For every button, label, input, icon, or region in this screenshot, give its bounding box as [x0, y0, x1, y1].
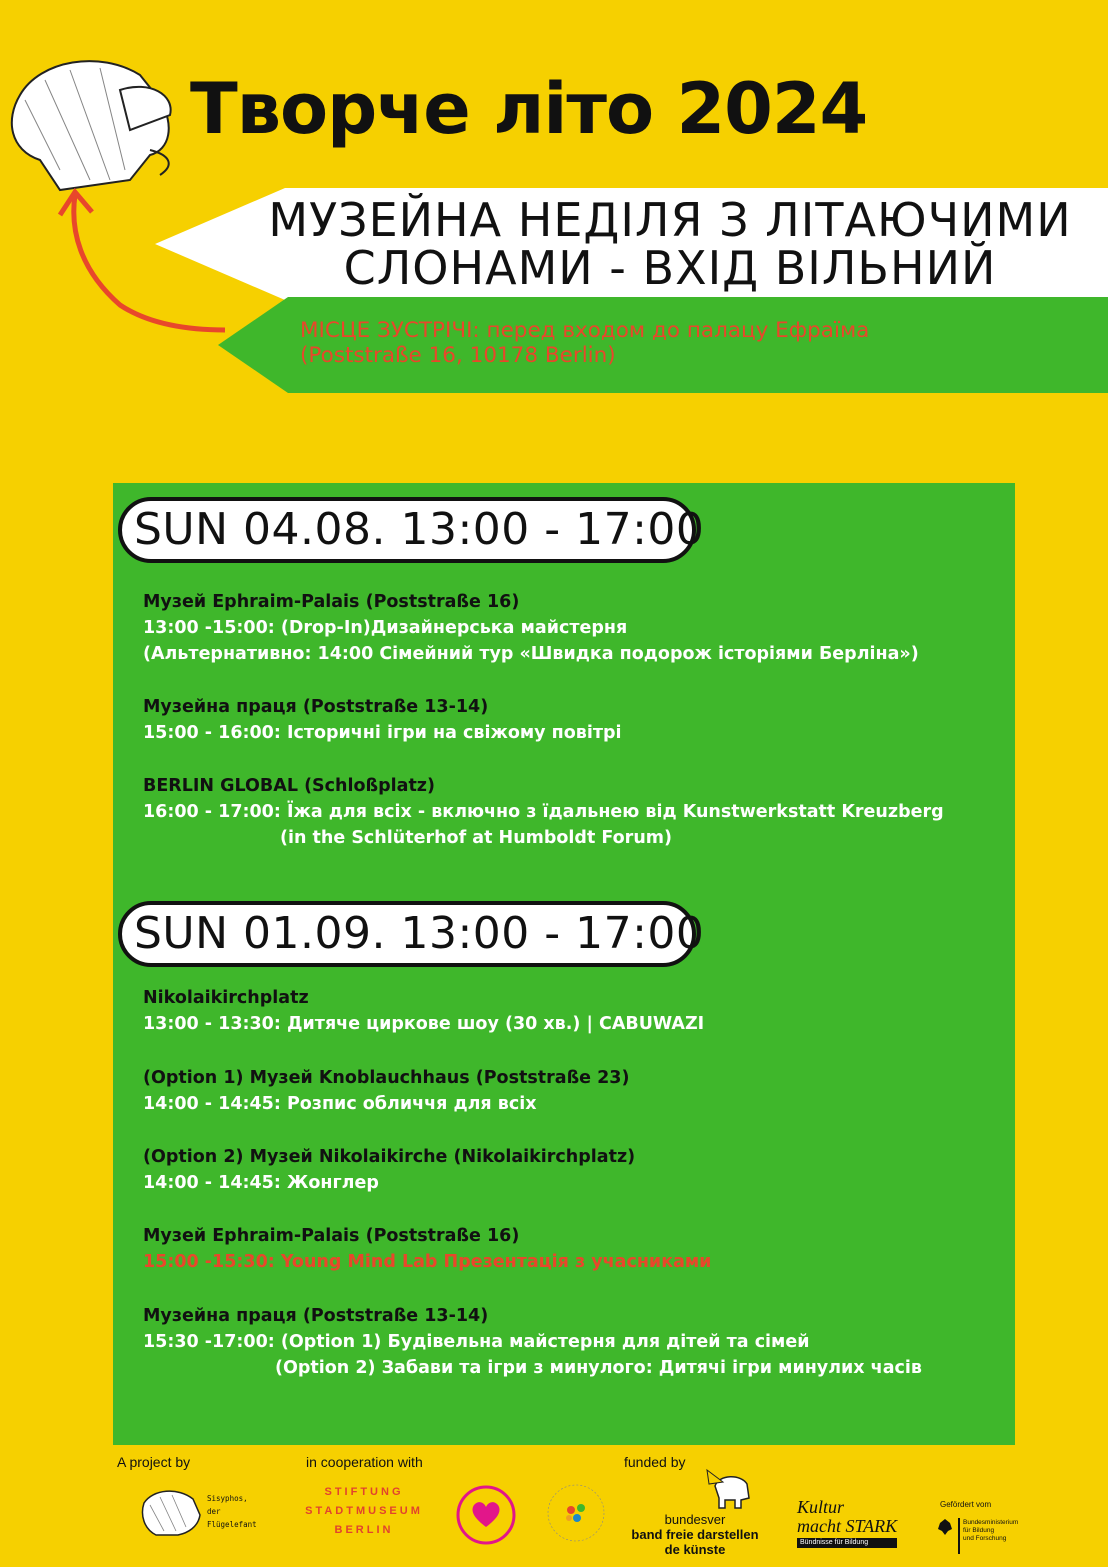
gefoerdert-label: Gefördert vom	[940, 1500, 992, 1509]
bmbf-logo-text	[963, 1519, 1018, 1543]
stiftung-stadtmuseum-logo	[296, 1483, 432, 1540]
pankow-heart-logo	[454, 1483, 518, 1547]
meeting-line-2: (Poststraße 16, 10178 Berlin)	[300, 343, 616, 368]
bundesverband-logo	[630, 1512, 760, 1557]
day1-heading: SUN 04.08. 13:00 - 17:00	[118, 497, 696, 563]
sisyphos-logo-text: Sisyphos, der Flügelefant	[207, 1494, 257, 1529]
bundesverband-line-1: bundesver	[664, 1512, 726, 1527]
day2-time-5: 15:30 -17:00: (Option 1) Будівельна майстерня для дітей та сімей	[143, 1332, 810, 1352]
funded-by-label: funded by	[624, 1454, 686, 1470]
project-by-label: A project by	[117, 1454, 191, 1470]
empowerment-logo	[543, 1480, 609, 1546]
day1-time-2: 15:00 - 16:00: Історичні ігри на свіжому повітрі	[143, 723, 622, 743]
day2-venue-4: Музей Ephraim-Palais (Poststraße 16)	[143, 1226, 520, 1246]
day2-time-1: 13:00 - 13:30: Дитяче циркове шоу (30 хв.) | CABUWAZI	[143, 1014, 705, 1034]
subtitle-line-2: СЛОНАМИ - ВХІД ВІЛЬНИЙ	[343, 241, 997, 295]
stadtmuseum-word: STADTMUSEUM	[305, 1505, 423, 1517]
day1-time-3: 16:00 - 17:00: Їжа для всіх - включно з їдальнею від Kunstwerkstatt Kreuzberg	[143, 802, 944, 822]
page-title: Творче літо 2024	[190, 68, 868, 150]
meeting-point	[300, 318, 869, 368]
bundesverband-line-3: de künste	[664, 1542, 726, 1557]
meeting-line-1: МІСЦЕ ЗУСТРІЧІ: перед входом до палацу Ефраїма	[300, 318, 870, 343]
macht-stark-word: macht STARK	[797, 1516, 898, 1536]
subtitle	[240, 193, 1100, 295]
day2-venue-2: (Option 1) Музей Knoblauchhaus (Poststraße 23)	[143, 1068, 630, 1088]
day2-venue-1: Nikolaikirchplatz	[143, 988, 309, 1008]
bundesverband-line-2: band freie darstellen	[631, 1527, 759, 1542]
day1-note-3: (in the Schlüterhof at Humboldt Forum)	[280, 828, 673, 848]
day2-time-2: 14:00 - 14:45: Розпис обличчя для всіх	[143, 1094, 537, 1114]
buendnisse-label: Bündnisse für Bildung	[797, 1538, 897, 1548]
day2-venue-3: (Option 2) Музей Nikolaikirche (Nikolaikirchplatz)	[143, 1147, 636, 1167]
bmbf-line-2: für Bildung	[963, 1527, 995, 1534]
kultur-word: Kultur	[797, 1497, 845, 1517]
subtitle-line-1: МУЗЕЙНА НЕДІЛЯ З ЛІТАЮЧИМИ	[268, 193, 1072, 247]
day2-venue-5: Музейна праця (Poststraße 13-14)	[143, 1306, 489, 1326]
day2-option-5: (Option 2) Забави та ігри з минулого: Дитячі ігри минулих часів	[275, 1358, 922, 1378]
kultur-macht-stark-logo	[797, 1498, 897, 1548]
federal-eagle-icon	[936, 1517, 954, 1537]
day2-time-4: 15:00 -15:30: Young Mind Lab Презентація з учасниками	[143, 1252, 712, 1272]
cooperation-label: in cooperation with	[306, 1454, 423, 1470]
bmbf-line-1: Bundesministerium	[963, 1519, 1019, 1526]
stiftung-word: STIFTUNG	[324, 1486, 404, 1498]
day1-alt-1: (Альтернативно: 14:00 Сімейний тур «Швидка подорож історіями Берліна»)	[143, 644, 919, 664]
day1-time-1: 13:00 -15:00: (Drop-In)Дизайнерська майстерня	[143, 618, 628, 638]
day1-venue-3: BERLIN GLOBAL (Schloßplatz)	[143, 776, 435, 796]
day1-venue-2: Музейна праця (Poststraße 13-14)	[143, 697, 489, 717]
day2-time-3: 14:00 - 14:45: Жонглер	[143, 1173, 379, 1193]
bmbf-line-3: und Forschung	[963, 1535, 1007, 1542]
sisyphos-elephant-logo	[138, 1485, 208, 1543]
day2-heading: SUN 01.09. 13:00 - 17:00	[118, 901, 696, 967]
elephant-with-wings-icon	[697, 1466, 759, 1514]
day1-venue-1: Музей Ephraim-Palais (Poststraße 16)	[143, 592, 520, 612]
bmbf-flag-stripe	[958, 1518, 960, 1554]
berlin-word: BERLIN	[334, 1524, 394, 1536]
